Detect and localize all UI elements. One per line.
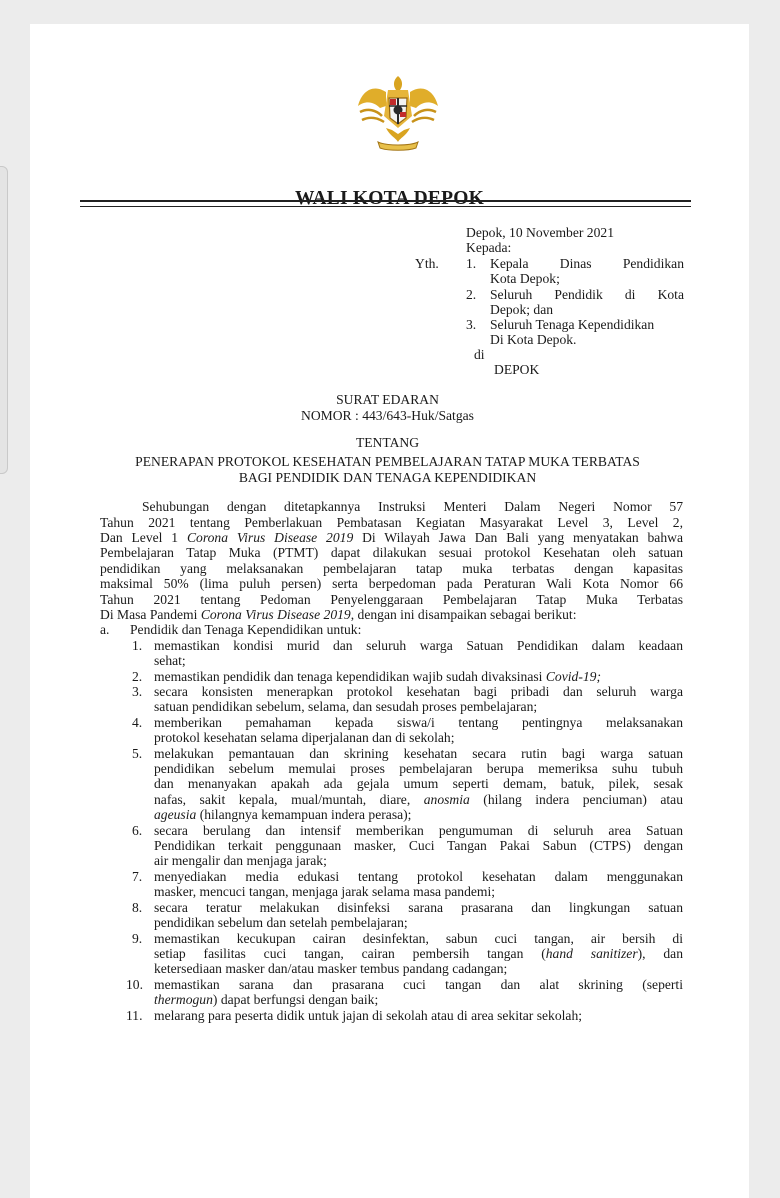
intro-line: Dan Level 1 Corona Virus Disease 2019 Di Wilayah Jawa Dan Bali yang menyatakan bahwa (100, 530, 683, 545)
intro-line: maksimal 50% (lima puluh persen) serta berpedoman pada Peraturan Wali Kota Nomor 66 (100, 576, 683, 591)
item-line: memberikan pemahaman kepada siswa/i tentang pentingnya melaksanakan (154, 715, 683, 730)
item-line: secara berulang dan intensif memberikan pengumuman di seluruh area Satuan (154, 823, 683, 838)
recipient-number: 1. (466, 256, 477, 271)
recipient-line: Kota Depok; (490, 271, 560, 286)
item-line: setiap fasilitas cuci tangan, cairan pembersih tangan (hand sanitizer), dan (154, 946, 684, 961)
recipient-line: Di Kota Depok. (490, 332, 577, 347)
recipient-number: 2. (466, 287, 477, 302)
place-date: Depok, 10 November 2021 (466, 225, 614, 240)
intro-line: pendidikan yang melaksanakan pembelajaran tatap muka terbatas dengan kapasitas (100, 561, 683, 576)
di-label: di (474, 347, 485, 362)
page-title: WALI KOTA DEPOK (294, 188, 484, 209)
item-line: dan menanyakan apakah ada gejala umum seperti demam, batuk, pilek, sesak (154, 776, 683, 791)
garuda-emblem-icon (356, 72, 440, 154)
item-line: pendidikan sebelum dan setelah pembelajaran; (154, 915, 408, 930)
about-label: TENTANG (355, 435, 420, 450)
intro-line: Di Masa Pandemi Corona Virus Disease 2019, dengan ini disampaikan sebagai berikut: (100, 607, 577, 622)
item-line: sehat; (154, 653, 186, 668)
item-line: satuan pendidikan sebelum, selama, dan sesudah proses pembelajaran; (154, 699, 538, 714)
subject-line: PENERAPAN PROTOKOL KESEHATAN PEMBELAJARAN TATAP MUKA TERBATAS (135, 454, 640, 469)
header-rule-thin (80, 206, 691, 207)
item-line: menyediakan media edukasi tentang protokol kesehatan dalam menggunakan (154, 869, 683, 884)
section-label: a. (100, 622, 110, 637)
item-line: secara konsisten menerapkan protokol kesehatan bagi pribadi dan seluruh warga (154, 684, 683, 699)
item-line: thermogun) dapat berfungsi dengan baik; (154, 992, 379, 1007)
document-page (30, 24, 749, 1198)
item-number: 5. (132, 746, 143, 761)
item-line: memastikan kecukupan cairan desinfektan, sabun cuci tangan, air bersih di (154, 931, 683, 946)
item-line: ageusia (hilangnya kemampuan indera perasa); (154, 807, 412, 822)
intro-line: Sehubungan dengan ditetapkannya Instruksi Menteri Dalam Negeri Nomor 57 (142, 499, 683, 514)
item-line: melarang para peserta didik untuk jajan di sekolah atau di area sekitar sekolah; (154, 1008, 583, 1023)
item-line: pendidikan sebelum memulai proses pembelajaran berupa memeriksa suhu tubuh (154, 761, 683, 776)
recipient-line: Depok; dan (490, 302, 554, 317)
doc-type: SURAT EDARAN (336, 392, 439, 407)
recipient-line: Kepala Dinas Pendidikan (490, 256, 684, 271)
item-line: melakukan pemantauan dan skrining kesehatan secara rutin bagi warga satuan (154, 746, 683, 761)
header-rule-thick (80, 200, 691, 202)
to-label: Kepada: (466, 240, 512, 255)
item-line: air mengalir dan menjaga jarak; (154, 853, 327, 868)
item-number: 3. (132, 684, 143, 699)
item-line: protokol kesehatan selama diperjalanan dan di sekolah; (154, 730, 455, 745)
item-line: Pendidikan terkait penggunaan masker, Cuci Tangan Pakai Sabun (CTPS) dengan (154, 838, 683, 853)
item-number: 11. (126, 1008, 143, 1023)
item-number: 8. (132, 900, 143, 915)
intro-line: Tahun 2021 tentang Pemberlakuan Pembatasan Kegiatan Masyarakat Level 3, Level 2, (100, 515, 683, 530)
item-number: 6. (132, 823, 143, 838)
item-line: memastikan sarana dan prasarana cuci tangan dan alat skrining (seperti (154, 977, 683, 992)
recipient-line: Seluruh Tenaga Kependidikan (490, 317, 655, 332)
item-number: 2. (132, 669, 143, 684)
item-line: memastikan kondisi murid dan seluruh warga Satuan Pendidikan dalam keadaan (154, 638, 683, 653)
item-number: 9. (132, 931, 143, 946)
scroll-tab[interactable] (0, 166, 8, 474)
section-title: Pendidik dan Tenaga Kependidikan untuk: (130, 622, 362, 637)
city-label: DEPOK (494, 362, 540, 377)
recipient-line: Seluruh Pendidik di Kota (490, 287, 684, 302)
intro-line: Tahun 2021 tentang Pedoman Penyelenggaraan Pembelajaran Tatap Muka Terbatas (100, 592, 683, 607)
item-line: masker, mencuci tangan, menjaga jarak selama masa pandemi; (154, 884, 496, 899)
yth-label: Yth. (415, 256, 439, 271)
item-line: nafas, sakit kepala, mual/muntah, diare, anosmia (hilang indera penciuman) atau (154, 792, 684, 807)
item-number: 7. (132, 869, 143, 884)
item-number: 4. (132, 715, 143, 730)
item-line: memastikan pendidik dan tenaga kependidikan wajib sudah divaksinasi Covid-19; (154, 669, 601, 684)
item-line: ketersediaan masker dan/atau masker tembus pandang cadangan; (154, 961, 508, 976)
recipient-number: 3. (466, 317, 477, 332)
item-number: 1. (132, 638, 143, 653)
item-line: secara teratur melakukan disinfeksi sarana prasarana dan lingkungan satuan (154, 900, 683, 915)
doc-number: NOMOR : 443/643-Huk/Satgas (301, 408, 474, 423)
item-number: 10. (126, 977, 143, 992)
intro-line: Pembelajaran Tatap Muka (PTMT) dapat dilakukan sesuai protokol Kesehatan oleh satuan (100, 545, 683, 560)
subject-line: BAGI PENDIDIK DAN TENAGA KEPENDIDIKAN (238, 470, 537, 485)
